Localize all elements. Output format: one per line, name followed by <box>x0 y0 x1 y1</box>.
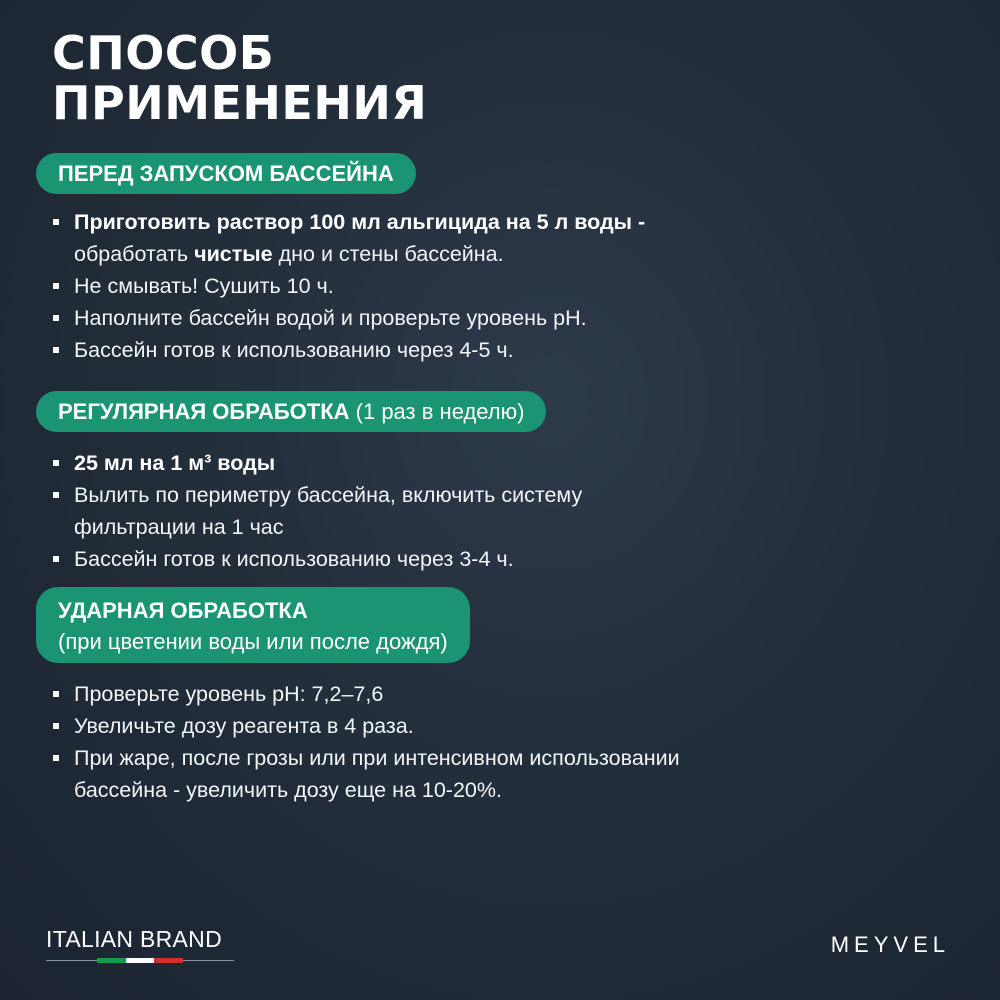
list-item <box>48 678 688 710</box>
instruction-list-regular-treatment <box>48 447 688 575</box>
section-header-label: РЕГУЛЯРНАЯ ОБРАБОТКА <box>58 399 350 424</box>
bullet-icon <box>53 460 59 466</box>
list-item <box>48 742 688 806</box>
list-item <box>48 479 688 543</box>
list-item-text: Проверьте уровень pH: 7,2–7,6 <box>74 682 384 706</box>
bullet-icon <box>53 492 59 498</box>
page-title <box>52 28 427 128</box>
section-header-before-start <box>36 153 416 194</box>
bullet-icon <box>53 723 59 729</box>
section-header-label: УДАРНАЯ ОБРАБОТКА <box>58 598 308 623</box>
list-item-text: Вылить по периметру бассейна, включить систему фильтрации на 1 час <box>74 483 583 539</box>
list-item-text: Бассейн готов к использованию через 4-5 ч. <box>74 338 514 362</box>
bullet-icon <box>53 283 59 289</box>
section-header-label: ПЕРЕД ЗАПУСКОМ БАССЕЙНА <box>58 161 394 186</box>
page-title-line-1: СПОСОБ <box>52 26 275 80</box>
meyvel-logo: MEYVEL <box>830 932 950 957</box>
list-item-emphasis: чистые <box>194 242 273 266</box>
bullet-icon <box>53 219 59 225</box>
bullet-icon <box>53 556 59 562</box>
flag-stripe-white <box>126 958 155 963</box>
instruction-list-before-start <box>48 206 748 366</box>
list-item-text: Бассейн готов к использованию через 3-4 ч. <box>74 547 514 571</box>
list-item-text: Увеличьте дозу реагента в 4 раза. <box>74 714 414 738</box>
bullet-icon <box>53 347 59 353</box>
flag-stripe-red <box>154 958 183 963</box>
list-item <box>48 447 688 479</box>
list-item-text: Не смывать! Сушить 10 ч. <box>74 274 334 298</box>
flag-stripe-green <box>97 958 126 963</box>
section-header-subtitle: (1 раз в неделю) <box>349 399 525 424</box>
list-item-text: обработать <box>74 242 195 266</box>
list-item <box>48 710 688 742</box>
section-header-regular-treatment <box>36 391 546 432</box>
bullet-icon <box>53 691 59 697</box>
list-item <box>48 302 748 334</box>
italian-brand-label: ITALIAN BRAND <box>46 926 223 952</box>
section-header-shock-treatment <box>36 587 470 663</box>
bullet-icon <box>53 755 59 761</box>
instruction-list-shock-treatment <box>48 678 688 806</box>
list-item-text: дно и стены бассейна. <box>272 242 504 266</box>
bullet-icon <box>53 315 59 321</box>
italian-flag-icon <box>97 958 183 963</box>
list-item <box>48 543 688 575</box>
page-title-line-2: ПРИМЕНЕНИЯ <box>52 76 428 130</box>
list-item <box>48 206 748 270</box>
section-header-subtitle: (при цветении воды или после дождя) <box>58 629 448 654</box>
list-item-text: При жаре, после грозы или при интенсивном использовании бассейна - увеличить дозу еще на 10-20%. <box>74 746 680 802</box>
list-item <box>48 334 748 366</box>
list-item-text: Наполните бассейн водой и проверьте уровень pH. <box>74 306 587 330</box>
list-item-bold-text: 25 мл на 1 м³ воды <box>74 451 276 475</box>
list-item <box>48 270 748 302</box>
list-item-bold-text: Приготовить раствор 100 мл альгицида на 5 л воды - <box>74 210 646 234</box>
